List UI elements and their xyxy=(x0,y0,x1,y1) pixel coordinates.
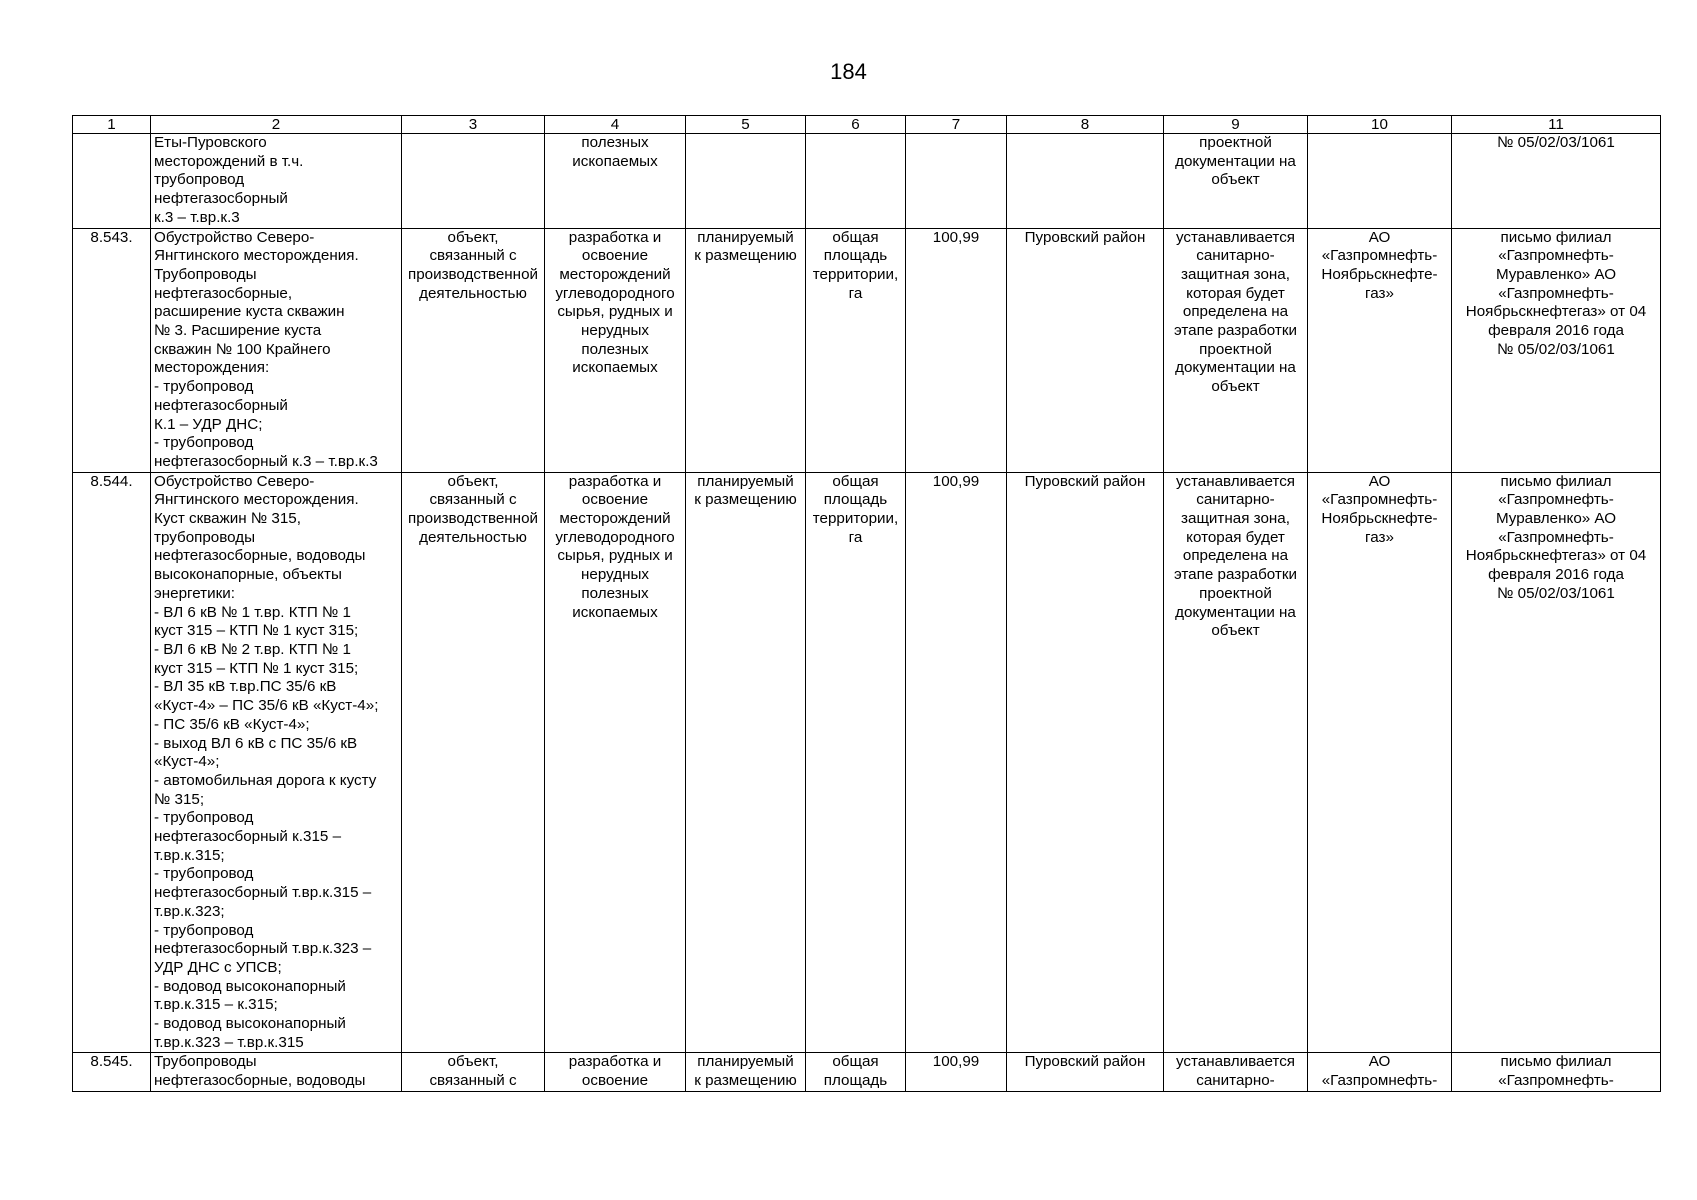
cell-line: - ВЛ 6 кВ № 2 т.вр. КТП № 1 xyxy=(154,640,351,658)
column-header-3: 3 xyxy=(402,116,545,134)
cell-line: Пуровский район xyxy=(1024,472,1146,490)
page-number: 184 xyxy=(830,59,867,84)
cell-line: энергетики: xyxy=(154,584,235,602)
cell-line: 8.545. xyxy=(90,1053,133,1071)
cell-line: нефтегазосборные, xyxy=(154,284,293,302)
cell-line: расширение куста скважин xyxy=(154,303,345,321)
cell-line: - автомобильная дорога к кусту xyxy=(154,771,377,789)
cell-line: т.вр.к.315 – к.315; xyxy=(154,996,278,1014)
owner-cell xyxy=(1308,134,1452,229)
row-number-cell xyxy=(73,1053,151,1091)
cell-line: АО xyxy=(1368,228,1391,246)
cell-line: 8.544. xyxy=(90,472,133,490)
location-cell xyxy=(1007,228,1164,472)
purpose-cell xyxy=(545,228,686,472)
cell-line: деятельностью xyxy=(419,528,527,546)
cell-line: к размещению xyxy=(694,1072,797,1090)
cell-line: - трубопровод xyxy=(154,865,254,883)
value-cell xyxy=(906,472,1007,1053)
cell-line: 100,99 xyxy=(932,228,980,246)
cell-line: «Газпромнефть- xyxy=(1498,247,1614,265)
cell-line: проектной xyxy=(1199,134,1272,151)
row-number-cell xyxy=(73,134,151,229)
cell-line: месторождений xyxy=(559,265,671,283)
cell-line: разработка и xyxy=(568,1053,662,1071)
cell-line: высоконапорные, объекты xyxy=(154,566,342,584)
cell-line: - трубопровод xyxy=(154,378,254,396)
column-header-7: 7 xyxy=(906,116,1007,134)
cell-line: - водовод высоконапорный xyxy=(154,1015,346,1033)
cell-line: - водовод высоконапорный xyxy=(154,977,346,995)
cell-line: «Куст-4» – ПС 35/6 кВ «Куст-4»; xyxy=(154,697,379,715)
cell-line: устанавливается xyxy=(1175,228,1296,246)
cell-line: нефтегазосборный т.вр.к.323 – xyxy=(154,940,372,958)
cell-line: куст 315 – КТП № 1 куст 315; xyxy=(154,622,359,640)
owner-cell xyxy=(1308,1053,1452,1091)
object-name-cell xyxy=(151,134,402,229)
column-header-5: 5 xyxy=(686,116,806,134)
zone-cell xyxy=(1164,472,1308,1053)
cell-line: - трубопровод xyxy=(154,809,254,827)
purpose-cell xyxy=(545,1053,686,1091)
cell-line: документации на xyxy=(1175,603,1296,621)
cell-line: № 315; xyxy=(154,790,205,808)
cell-line: документации на xyxy=(1175,152,1296,170)
cell-line: нефтегазосборный xyxy=(154,190,288,208)
cell-line: проектной xyxy=(1199,340,1272,358)
value-cell xyxy=(906,134,1007,229)
purpose-cell xyxy=(545,134,686,229)
characteristic-cell xyxy=(806,228,906,472)
cell-line: письмо филиал xyxy=(1500,1053,1612,1071)
status-cell xyxy=(686,472,806,1053)
cell-line: Ноябрьскнефтегаз» от 04 xyxy=(1465,303,1647,321)
cell-line: Обустройство Северо- xyxy=(154,228,315,246)
cell-line: связанный с xyxy=(429,491,517,509)
cell-line: этапе разработки xyxy=(1173,566,1297,584)
cell-line: объект, xyxy=(447,1053,499,1071)
cell-line: «Газпромнефть- xyxy=(1321,1072,1438,1090)
document-cell xyxy=(1452,1053,1661,1091)
cell-line: «Газпромнефть- xyxy=(1321,491,1438,509)
column-header-10: 10 xyxy=(1308,116,1452,134)
purpose-cell xyxy=(545,472,686,1053)
cell-line: определена на xyxy=(1182,303,1289,321)
value-cell xyxy=(906,1053,1007,1091)
cell-line: - ВЛ 6 кВ № 1 т.вр. КТП № 1 xyxy=(154,603,351,621)
object-type-cell xyxy=(402,134,545,229)
cell-line: освоение xyxy=(581,1072,649,1090)
cell-line: полезных xyxy=(581,340,649,358)
cell-line: «Газпромнефть- xyxy=(1498,1072,1614,1090)
object-name-cell xyxy=(151,1053,402,1091)
cell-line: га xyxy=(848,284,863,302)
cell-line: углеводородного xyxy=(555,284,675,302)
cell-line: объект xyxy=(1211,378,1260,396)
cell-line: № 05/02/03/1061 xyxy=(1497,134,1615,151)
cell-line: связанный с xyxy=(429,1072,517,1090)
cell-line: к.3 – т.вр.к.3 xyxy=(154,208,240,226)
characteristic-cell xyxy=(806,134,906,229)
cell-line: планируемый xyxy=(697,1053,794,1071)
cell-line: сырья, рудных и xyxy=(557,303,673,321)
cell-line: защитная зона, xyxy=(1181,265,1290,283)
cell-line: АО xyxy=(1368,1053,1391,1071)
cell-line: документации на xyxy=(1175,359,1296,377)
cell-line: санитарно- xyxy=(1196,491,1275,509)
cell-line: нефтегазосборные, водоводы xyxy=(154,1072,366,1090)
cell-line: общая xyxy=(832,472,879,490)
cell-line: Муравленко» АО xyxy=(1495,265,1617,283)
cell-line: ископаемых xyxy=(572,603,658,621)
cell-line: письмо филиал xyxy=(1500,472,1612,490)
cell-line: нефтегазосборный к.315 – xyxy=(154,828,342,846)
cell-line: нефтегазосборный т.вр.к.315 – xyxy=(154,884,372,902)
cell-line: трубопроводы xyxy=(154,528,256,546)
object-name-cell xyxy=(151,228,402,472)
cell-line: связанный с xyxy=(429,247,517,265)
cell-line: га xyxy=(848,528,863,546)
cell-line: Янгтинского месторождения. xyxy=(154,247,359,265)
cell-line: которая будет xyxy=(1186,528,1285,546)
owner-cell xyxy=(1308,228,1452,472)
cell-line: площадь xyxy=(823,247,888,265)
zone-cell xyxy=(1164,1053,1308,1091)
table-row xyxy=(73,1053,1661,1091)
cell-line: «Газпромнефть- xyxy=(1321,247,1438,265)
cell-line: Ноябрьскнефте- xyxy=(1321,265,1438,283)
cell-line: деятельностью xyxy=(419,284,527,302)
column-header-2: 2 xyxy=(151,116,402,134)
cell-line: определена на xyxy=(1182,547,1289,565)
cell-line: т.вр.к.323 – т.вр.к.315 xyxy=(154,1033,304,1051)
cell-line: газ» xyxy=(1365,284,1394,302)
cell-line: полезных xyxy=(581,584,649,602)
characteristic-cell xyxy=(806,1053,906,1091)
cell-line: освоение xyxy=(581,247,649,265)
cell-line: углеводородного xyxy=(555,528,675,546)
cell-line: Пуровский район xyxy=(1024,1053,1146,1071)
table-row xyxy=(73,228,1661,472)
document-cell xyxy=(1452,134,1661,229)
zone-cell xyxy=(1164,228,1308,472)
object-name-cell xyxy=(151,472,402,1053)
cell-line: № 05/02/03/1061 xyxy=(1497,340,1615,358)
cell-line: общая xyxy=(832,228,879,246)
cell-line: нефтегазосборный к.3 – т.вр.к.3 xyxy=(154,452,378,470)
row-number-cell xyxy=(73,472,151,1053)
cell-line: ископаемых xyxy=(572,152,658,170)
table-row xyxy=(73,472,1661,1053)
cell-line: УДР ДНС с УПСВ; xyxy=(154,958,282,976)
column-header-4: 4 xyxy=(545,116,686,134)
column-header-11: 11 xyxy=(1452,116,1661,134)
cell-line: скважин № 100 Крайнего xyxy=(154,340,331,358)
cell-line: т.вр.к.315; xyxy=(154,846,225,864)
cell-line: № 3. Расширение куста xyxy=(154,322,322,340)
cell-line: защитная зона, xyxy=(1181,510,1290,528)
cell-line: «Газпромнефть- xyxy=(1498,491,1614,509)
cell-line: Ноябрьскнефтегаз» от 04 xyxy=(1465,547,1647,565)
location-cell xyxy=(1007,134,1164,229)
cell-line: 8.543. xyxy=(90,228,133,246)
cell-line: объект, xyxy=(447,228,499,246)
cell-line: месторождений в т.ч. xyxy=(154,152,304,170)
cell-line: № 05/02/03/1061 xyxy=(1497,584,1615,602)
cell-line: Трубопроводы xyxy=(154,265,257,283)
cell-line: нерудных xyxy=(581,322,649,340)
row-number-cell xyxy=(73,228,151,472)
cell-line: проектной xyxy=(1199,584,1272,602)
cell-line: «Газпромнефть- xyxy=(1498,284,1614,302)
value-cell xyxy=(906,228,1007,472)
cell-line: Трубопроводы xyxy=(154,1053,257,1071)
cell-line: Пуровский район xyxy=(1024,228,1146,246)
cell-line: - ПС 35/6 кВ «Куст-4»; xyxy=(154,715,310,733)
document-cell xyxy=(1452,228,1661,472)
cell-line: месторождения: xyxy=(154,359,270,377)
cell-line: территории, xyxy=(812,510,899,528)
cell-line: Муравленко» АО xyxy=(1495,510,1617,528)
object-type-cell xyxy=(402,472,545,1053)
cell-line: освоение xyxy=(581,491,649,509)
cell-line: февраля 2016 года xyxy=(1488,566,1624,584)
cell-line: куст 315 – КТП № 1 куст 315; xyxy=(154,659,359,677)
cell-line: территории, xyxy=(812,265,899,283)
cell-line: Еты-Пуровского xyxy=(154,134,267,151)
cell-line: февраля 2016 года xyxy=(1488,322,1624,340)
registry-table xyxy=(72,115,1661,1092)
document-cell xyxy=(1452,472,1661,1053)
cell-line: трубопровод xyxy=(154,171,245,189)
cell-line: сырья, рудных и xyxy=(557,547,673,565)
cell-line: нефтегазосборные, водоводы xyxy=(154,547,366,565)
cell-line: производственной xyxy=(407,510,539,528)
cell-line: производственной xyxy=(407,265,539,283)
cell-line: т.вр.к.323; xyxy=(154,902,225,920)
status-cell xyxy=(686,1053,806,1091)
cell-line: «Газпромнефть- xyxy=(1498,528,1614,546)
status-cell xyxy=(686,134,806,229)
cell-line: - трубопровод xyxy=(154,434,254,452)
cell-line: нефтегазосборный xyxy=(154,396,288,414)
cell-line: «Куст-4»; xyxy=(154,753,220,771)
cell-line: месторождений xyxy=(559,510,671,528)
cell-line: нерудных xyxy=(581,566,649,584)
cell-line: разработка и xyxy=(568,228,662,246)
cell-line: планируемый xyxy=(697,472,794,490)
object-type-cell xyxy=(402,1053,545,1091)
cell-line: которая будет xyxy=(1186,284,1285,302)
characteristic-cell xyxy=(806,472,906,1053)
zone-cell xyxy=(1164,134,1308,229)
cell-line: Обустройство Северо- xyxy=(154,472,315,490)
cell-line: объект xyxy=(1211,171,1260,189)
cell-line: объект, xyxy=(447,472,499,490)
column-number-header-row xyxy=(73,116,1661,134)
cell-line: площадь xyxy=(823,1072,888,1090)
cell-line: общая xyxy=(832,1053,879,1071)
column-header-6: 6 xyxy=(806,116,906,134)
cell-line: санитарно- xyxy=(1196,1072,1275,1090)
cell-line: этапе разработки xyxy=(1173,322,1297,340)
column-header-8: 8 xyxy=(1007,116,1164,134)
cell-line: устанавливается xyxy=(1175,472,1296,490)
cell-line: санитарно- xyxy=(1196,247,1275,265)
cell-line: - трубопровод xyxy=(154,921,254,939)
cell-line: площадь xyxy=(823,491,888,509)
location-cell xyxy=(1007,1053,1164,1091)
cell-line: Ноябрьскнефте- xyxy=(1321,510,1438,528)
cell-line: Янгтинского месторождения. xyxy=(154,491,359,509)
cell-line: полезных xyxy=(581,134,649,151)
cell-line: ископаемых xyxy=(572,359,658,377)
cell-line: - ВЛ 35 кВ т.вр.ПС 35/6 кВ xyxy=(154,678,337,696)
cell-line: газ» xyxy=(1365,528,1394,546)
cell-line: 100,99 xyxy=(932,472,980,490)
column-header-9: 9 xyxy=(1164,116,1308,134)
cell-line: к размещению xyxy=(694,491,797,509)
cell-line: письмо филиал xyxy=(1500,228,1612,246)
cell-line: К.1 – УДР ДНС; xyxy=(154,415,263,433)
column-header-1: 1 xyxy=(73,116,151,134)
object-type-cell xyxy=(402,228,545,472)
owner-cell xyxy=(1308,472,1452,1053)
cell-line: объект xyxy=(1211,622,1260,640)
cell-line: устанавливается xyxy=(1175,1053,1296,1071)
cell-line: - выход ВЛ 6 кВ с ПС 35/6 кВ xyxy=(154,734,358,752)
status-cell xyxy=(686,228,806,472)
location-cell xyxy=(1007,472,1164,1053)
cell-line: разработка и xyxy=(568,472,662,490)
cell-line: планируемый xyxy=(697,228,794,246)
cell-line: к размещению xyxy=(694,247,797,265)
cell-line: Куст скважин № 315, xyxy=(154,510,301,528)
table-row xyxy=(73,134,1661,229)
cell-line: 100,99 xyxy=(932,1053,980,1071)
cell-line: АО xyxy=(1368,472,1391,490)
